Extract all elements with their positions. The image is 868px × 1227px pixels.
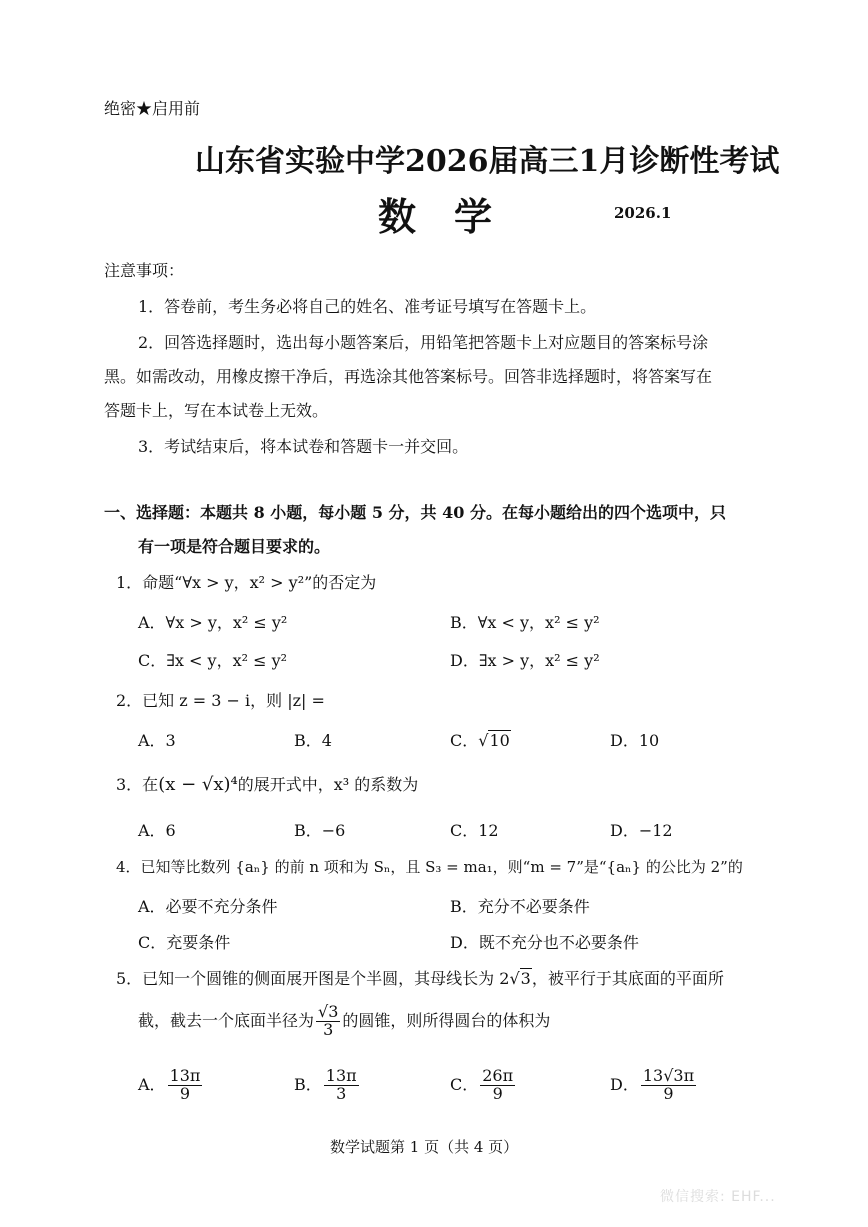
q3-stem-post: 的展开式中，x³ 的系数为 — [237, 775, 419, 794]
secret-label: 绝密★启用前 — [104, 99, 201, 118]
q3-expression: (x − √x)⁴ — [158, 774, 238, 795]
q5-stem-line-1: 5．已知一个圆锥的侧面展开图是个半圆，其母线长为 2√3，被平行于其底面的平面所 — [116, 969, 724, 988]
exam-date: 2026.1 — [614, 204, 672, 222]
q5-option-b-den: 3 — [336, 1083, 347, 1103]
q4-option-c: C．充要条件 — [138, 933, 231, 952]
q3-option-b: B．−6 — [294, 821, 346, 840]
q4-option-b: B．充分不必要条件 — [450, 897, 590, 916]
q2-option-b: B．4 — [294, 731, 332, 750]
q3-option-c: C．12 — [450, 821, 499, 840]
q5-stem-line-2 — [138, 1004, 550, 1039]
note-item-2-line-3: 答题卡上，写在本试卷上无效。 — [104, 401, 329, 420]
q5-option-a-label: A． — [138, 1074, 166, 1094]
q4-stem: 4．已知等比数列 {aₙ} 的前 n 项和为 Sₙ，且 S₃ = ma₁，则“m = 7”是“{aₙ} 的公比为 2”的 — [116, 858, 743, 876]
q5-option-a-den: 9 — [179, 1083, 191, 1103]
exam-title: 山东省实验中学2026届高三1月诊断性考试 — [195, 144, 780, 179]
q1-option-d: D．∃x > y，x² ≤ y² — [450, 651, 600, 670]
q5-line2-fraction — [316, 1004, 340, 1039]
q5-line1-radicand: 3 — [520, 969, 531, 988]
q5-option-c-den: 9 — [492, 1083, 503, 1103]
q5-option-d-label: D． — [610, 1074, 639, 1094]
q2-option-a: A．3 — [138, 731, 176, 750]
q3-stem — [116, 772, 418, 795]
q5-option-b-label: B． — [294, 1074, 322, 1094]
q2-option-d: D．10 — [610, 731, 660, 750]
q3-option-a: A．6 — [138, 821, 176, 840]
note-item-2-line-1: 2．回答选择题时，选出每小题答案后，用铅笔把答题卡上对应题目的答案标号涂 — [138, 333, 709, 352]
q5-option-d-den: 9 — [663, 1083, 674, 1103]
q3-stem-pre: 3．在 — [116, 775, 159, 794]
note-item-2-line-2: 黑。如需改动，用橡皮擦干净后，再选涂其他答案标号。回答非选择题时，将答案写在 — [104, 367, 713, 386]
q2-option-c: C．√10 — [450, 731, 510, 750]
q1-option-c: C．∃x < y，x² ≤ y² — [138, 651, 288, 670]
q5-option-c-label: C． — [450, 1074, 479, 1094]
q5-line2-den: 3 — [323, 1019, 334, 1039]
q2-option-c-radicand: 10 — [489, 731, 510, 750]
q1-option-b: B．∀x < y，x² ≤ y² — [450, 613, 600, 632]
page-footer: 数学试题第 1 页（共 4 页） — [330, 1138, 519, 1156]
q2-stem: 2．已知 z = 3 − i，则 |z| = — [116, 691, 325, 710]
section1-heading-line-2: 有一项是符合题目要求的。 — [138, 537, 331, 556]
q3-option-d: D．−12 — [610, 821, 673, 840]
notes-heading: 注意事项： — [104, 261, 185, 280]
q5-option-c — [450, 1068, 517, 1103]
watermark: 微信搜索: EHF... — [660, 1189, 776, 1205]
q5-option-a-num: 13π — [169, 1066, 201, 1085]
q5-line2-pre: 截，截去一个底面半径为 — [138, 1010, 315, 1030]
q5-option-b — [294, 1068, 361, 1103]
q5-option-c-num: 26π — [482, 1066, 514, 1085]
section1-heading-line-1: 一、选择题：本题共 8 小题，每小题 5 分，共 40 分。在每小题给出的四个选项中，只 — [104, 503, 726, 522]
q5-option-d — [610, 1068, 698, 1103]
q5-line1-pre: 5．已知一个圆锥的侧面展开图是个半圆，其母线长为 2 — [116, 969, 510, 988]
note-item-1: 1．答卷前，考生务必将自己的姓名、准考证号填写在答题卡上。 — [138, 297, 597, 316]
q5-option-b-num: 13π — [325, 1066, 357, 1085]
q2-option-c-label: C． — [450, 731, 479, 750]
q5-option-d-num: 13√3π — [642, 1066, 695, 1085]
q1-option-a: A．∀x > y，x² ≤ y² — [138, 613, 288, 632]
q4-option-d: D．既不充分也不必要条件 — [450, 933, 639, 952]
q5-option-a — [138, 1068, 204, 1103]
q1-stem: 1．命题“∀x > y，x² > y²”的否定为 — [116, 573, 377, 592]
q5-line2-post: 的圆锥，则所得圆台的体积为 — [342, 1010, 551, 1030]
q5-line2-num: √3 — [318, 1002, 339, 1021]
q5-line1-post: ，被平行于其底面的平面所 — [531, 969, 724, 988]
note-item-3: 3．考试结束后，将本试卷和答题卡一并交回。 — [138, 437, 469, 456]
q4-option-a: A．必要不充分条件 — [138, 897, 278, 916]
subject-title: 数 学 — [378, 194, 493, 239]
